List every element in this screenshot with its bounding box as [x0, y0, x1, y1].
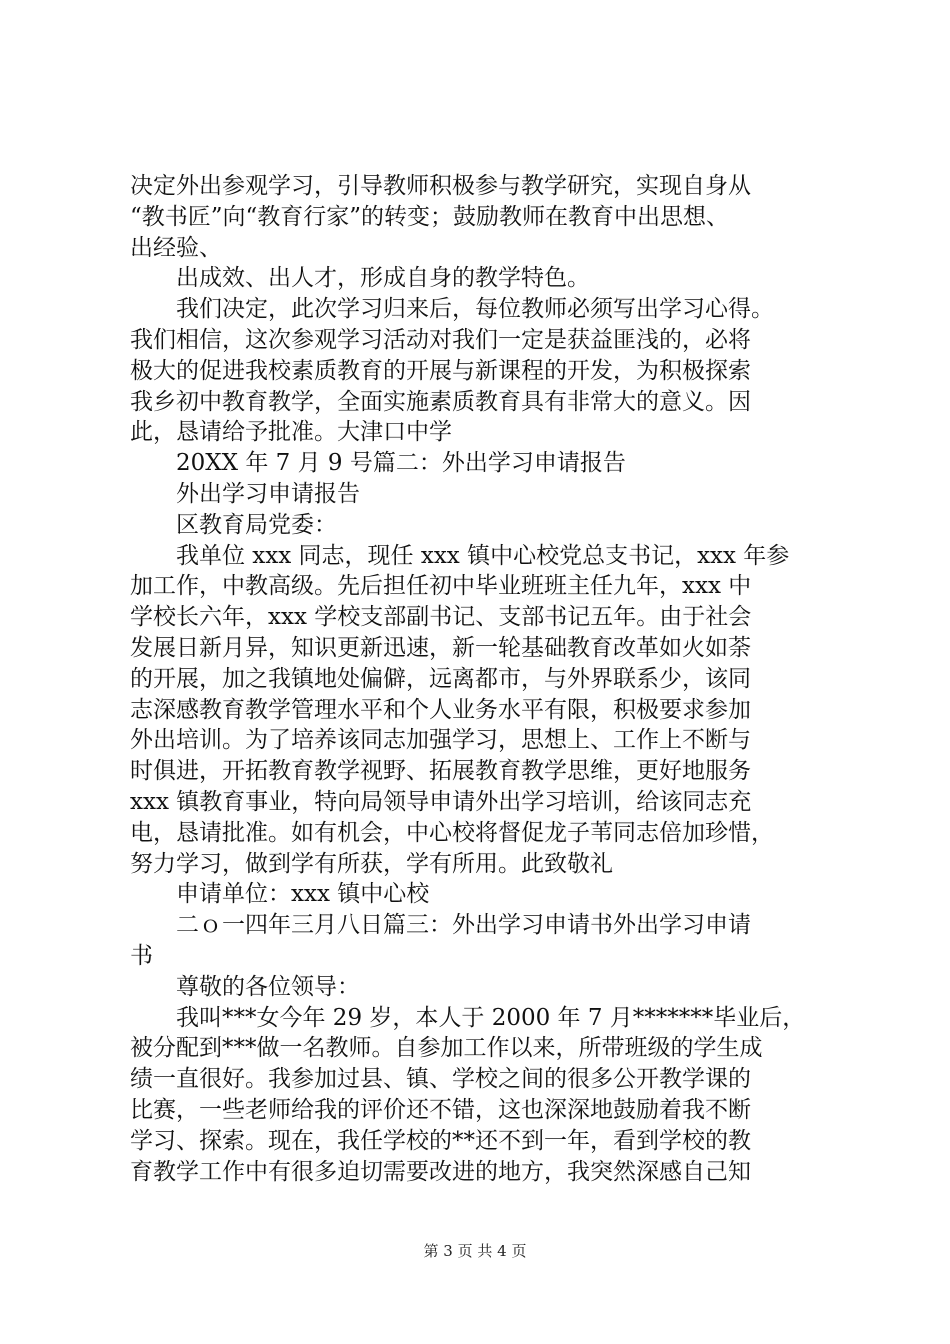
text-line: 出经验、: [130, 234, 222, 261]
text-line: 发展日新月异，知识更新迅速，新一轮基础教育改革如火如荼: [130, 634, 751, 661]
text-line: 的开展，加之我镇地处偏僻，远离都市，与外界联系少，该同: [130, 665, 751, 692]
text-line: 我们决定，此次学习归来后，每位教师必须写出学习心得。: [176, 296, 774, 323]
text-line: 加工作，中教高级。先后担任初中毕业班班主任九年，xxx 中: [130, 573, 752, 600]
text-line: 比赛，一些老师给我的评价还不错，这也深深地鼓励着我不断: [130, 1096, 751, 1123]
text-line: 书: [130, 942, 153, 969]
text-line: 区教育局党委：: [176, 511, 337, 538]
text-line: 绩一直很好。我参加过县、镇、学校之间的很多公开教学课的: [130, 1066, 751, 1093]
text-line: 学习、探索。现在，我任学校的**还不到一年，看到学校的教: [130, 1127, 751, 1154]
text-line: 此，恳请给予批准。大津口中学: [130, 419, 452, 446]
text-line: 二ｏ一四年三月八日篇三：外出学习申请书外出学习申请: [176, 912, 751, 939]
text-line: 外出学习申请报告: [176, 480, 360, 507]
text-line: “教书匠”向“教育行家”的转变；鼓励教师在教育中出思想、: [130, 203, 730, 230]
page-footer: 第 3 页 共 4 页: [423, 1242, 527, 1260]
text-line: 我叫***女今年 29 岁，本人于 2000 年 7 月*******毕业后，: [176, 1004, 806, 1031]
text-line: xxx 镇教育事业，特向局领导申请外出学习培训，给该同志充: [130, 788, 752, 815]
text-line: 电，恳请批准。如有机会，中心校将督促龙子苇同志倍加珍惜，: [130, 819, 774, 846]
text-line: 学校长六年，xxx 学校支部副书记、支部书记五年。由于社会: [130, 604, 752, 631]
text-line: 申请单位：xxx 镇中心校: [176, 881, 430, 908]
text-line: 外出培训。为了培养该同志加强学习，思想上、工作上不断与: [130, 727, 751, 754]
text-line: 努力学习，做到学有所获，学有所用。此致敬礼: [130, 850, 613, 877]
text-line: 决定外出参观学习，引导教师积极参与教学研究，实现自身从: [130, 173, 751, 199]
text-line: 极大的促进我校素质教育的开展与新课程的开发，为积极探索: [130, 357, 751, 384]
text-line: 育教学工作中有很多迫切需要改进的地方，我突然深感自己知: [130, 1158, 751, 1185]
text-line: 被分配到***做一名教师。自参加工作以来，所带班级的学生成: [130, 1035, 763, 1062]
text-line: 我单位 xxx 同志，现任 xxx 镇中心校党总支书记，xxx 年参: [176, 542, 790, 569]
text-line: 志深感教育教学管理水平和个人业务水平有限，积极要求参加: [130, 696, 751, 723]
text-line: 我乡初中教育教学，全面实施素质教育具有非常大的意义。因: [130, 388, 751, 415]
text-line: 20XX 年 7 月 9 号篇二：外出学习申请报告: [176, 450, 626, 477]
text-line: 出成效、出人才，形成自身的教学特色。: [176, 265, 590, 292]
document-body: [130, 171, 850, 1187]
text-line: 尊敬的各位领导：: [176, 973, 360, 1000]
text-line: 我们相信，这次参观学习活动对我们一定是获益匪浅的，必将: [130, 326, 751, 353]
text-line: 时俱进，开拓教育教学视野、拓展教育教学思维，更好地服务: [130, 758, 751, 785]
